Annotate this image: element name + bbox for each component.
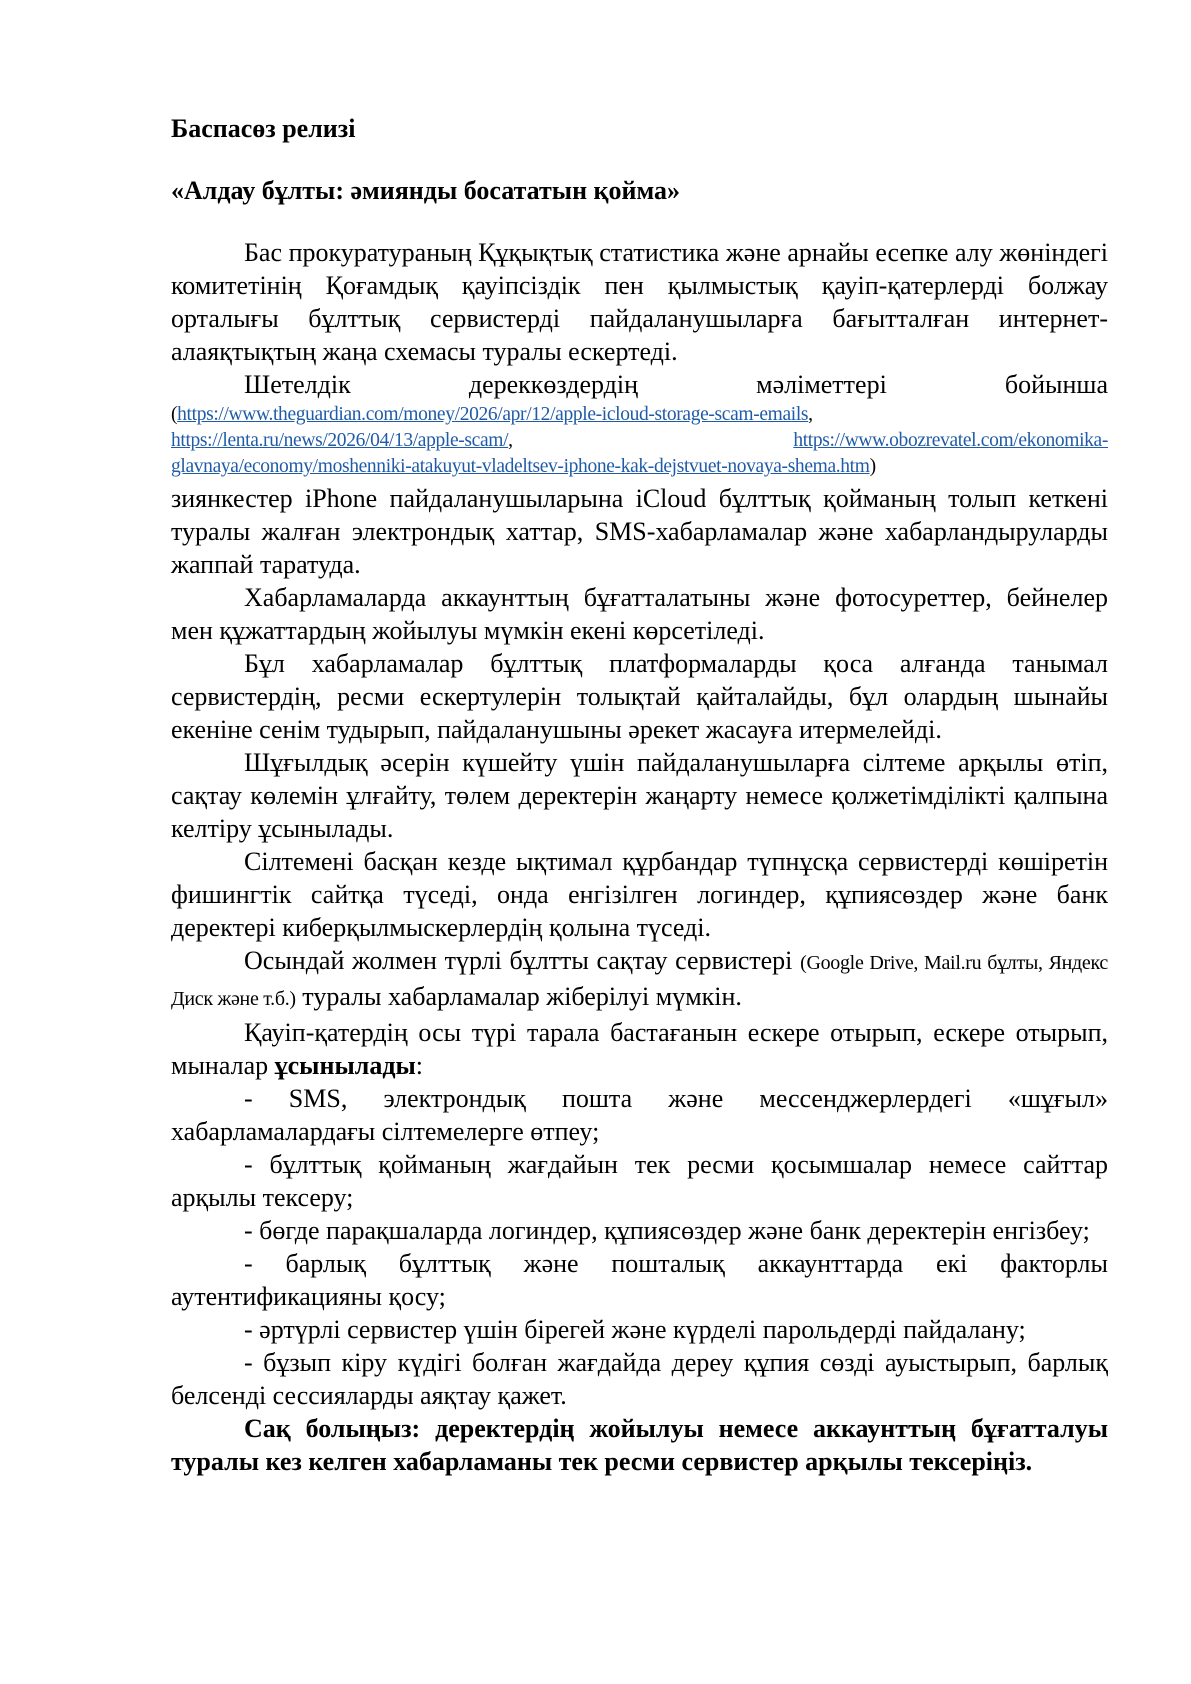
other-services-text-a: Осындай жолмен түрлі бұлтты сақтау сервистері bbox=[244, 946, 793, 975]
sources-comma: , bbox=[508, 430, 513, 451]
document-body bbox=[171, 112, 1108, 1478]
recommendation-item: - бөгде парақшаларда логиндер, құпиясөздер және банк деректерін енгізбеу; bbox=[244, 1216, 1090, 1245]
other-services-examples: (Google Drive, Mail.ru бұлты, Яндекс Диск және т.б.) bbox=[171, 952, 1108, 1010]
source-link-guardian[interactable]: https://www.theguardian.com/money/2026/apr/12/apple-icloud-storage-scam-emails bbox=[177, 404, 809, 425]
sources-comma: , bbox=[808, 404, 813, 425]
paragraph-intro: Бас прокуратураның Құқықтық статистика және арнайы есепке алу жөніндегі комитетінің Қоғамдық қауіпсіздік пен қылмыстық қауіп-қатерлерді болжау орталығы бұлттық сервистерді пайдаланушыларға бағытталған интернет-алаяқтықтың жаңа схемасы туралы ескертеді. bbox=[171, 238, 1108, 366]
sources-list bbox=[171, 402, 1108, 480]
source-link-obozrevatel-part2[interactable]: glavnaya/economy/moshenniki-atakuyut-vladeltsev-iphone-kak-dejstvuet-novaya-shema.htm bbox=[171, 456, 870, 477]
recommendations-intro-colon: : bbox=[415, 1051, 424, 1080]
recommendation-item: - әртүрлі сервистер үшін бірегей және күрделі парольдерді пайдалану; bbox=[244, 1315, 1026, 1344]
recommendations-intro-text: Қауіп-қатердің осы түрі тарала бастағанын ескере отырып, ескере отырып, мыналар bbox=[171, 1018, 1108, 1080]
paragraph-phishing-site: Сілтемені басқан кезде ықтимал құрбандар түпнұсқа сервистерді көшіретін фишингтік сайтқа түседі, онда енгізілген логиндер, құпиясөздер және банк деректері киберқылмыскерлердің қолына түседі. bbox=[171, 847, 1108, 942]
press-release-headline: «Алдау бұлты: әмиянды босататын қойма» bbox=[171, 176, 681, 205]
recommendation-item: - SMS, электрондық пошта және мессенджерлердегі «шұғыл» хабарламалардағы сілтемелерге өтпеу; bbox=[171, 1084, 1108, 1146]
sources-close-paren: ) bbox=[869, 456, 876, 477]
paragraph-sources-intro: Шетелдік дереккөздердің мәліметтері бойынша bbox=[244, 370, 1108, 399]
sources-open-paren: ( bbox=[171, 404, 178, 425]
paragraph-official-imitation: Бұл хабарламалар бұлттық платформаларды қоса алғанда танымал сервистердің, ресми ескертулерін толықтай қайталайды, бұл олардың шынайы екеніне сенім тудырып, пайдаланушыны әрекет жасауға итермелейді. bbox=[171, 649, 1108, 744]
recommendations-list bbox=[171, 1082, 1108, 1412]
recommendation-item: - бұзып кіру күдігі болған жағдайда дереу құпия сөзді ауыстырып, барлық белсенді сессияларды аяқтау қажет. bbox=[171, 1348, 1108, 1410]
paragraph-account-blocking: Хабарламаларда аккаунттың бұғатталатыны және фотосуреттер, бейнелер мен құжаттардың жойылуы мүмкін екені көрсетіледі. bbox=[171, 583, 1108, 645]
source-link-lenta[interactable]: https://lenta.ru/news/2026/04/13/apple-scam/ bbox=[171, 430, 509, 451]
other-services-text-b: туралы хабарламалар жіберілуі мүмкін. bbox=[302, 982, 742, 1011]
paragraph-recommendations-intro bbox=[171, 1016, 1108, 1082]
warning-paragraph: Сақ болыңыз: деректердің жойылуы немесе аккаунттың бұғатталуы туралы кез келген хабарламаны тек ресми сервистер арқылы тексеріңіз. bbox=[171, 1414, 1108, 1476]
document-title: Баспасөз релизі bbox=[171, 114, 356, 143]
source-link-obozrevatel-part1[interactable]: https://www.obozrevatel.com/ekonomika- bbox=[793, 430, 1108, 451]
paragraph-other-services bbox=[171, 944, 1108, 1016]
paragraph-scam-description: зиянкестер iPhone пайдаланушыларына iCloud бұлттық қойманың толып кеткені туралы жалған электрондық хаттар, SMS-хабарламалар және хабарландыруларды жаппай таратуда. bbox=[171, 484, 1108, 579]
recommendation-item: - бұлттық қойманың жағдайын тек ресми қосымшалар немесе сайттар арқылы тексеру; bbox=[171, 1150, 1108, 1212]
recommendations-intro-bold: ұсынылады bbox=[274, 1051, 416, 1080]
recommendation-item: - барлық бұлттық және пошталық аккаунттарда екі факторлы аутентификацияны қосу; bbox=[171, 1249, 1108, 1311]
paragraph-urgency: Шұғылдық әсерін күшейту үшін пайдаланушыларға сілтеме арқылы өтіп, сақтау көлемін ұлғайту, төлем деректерін жаңарту немесе қолжетімділікті қалпына келтіру ұсынылады. bbox=[171, 748, 1108, 843]
